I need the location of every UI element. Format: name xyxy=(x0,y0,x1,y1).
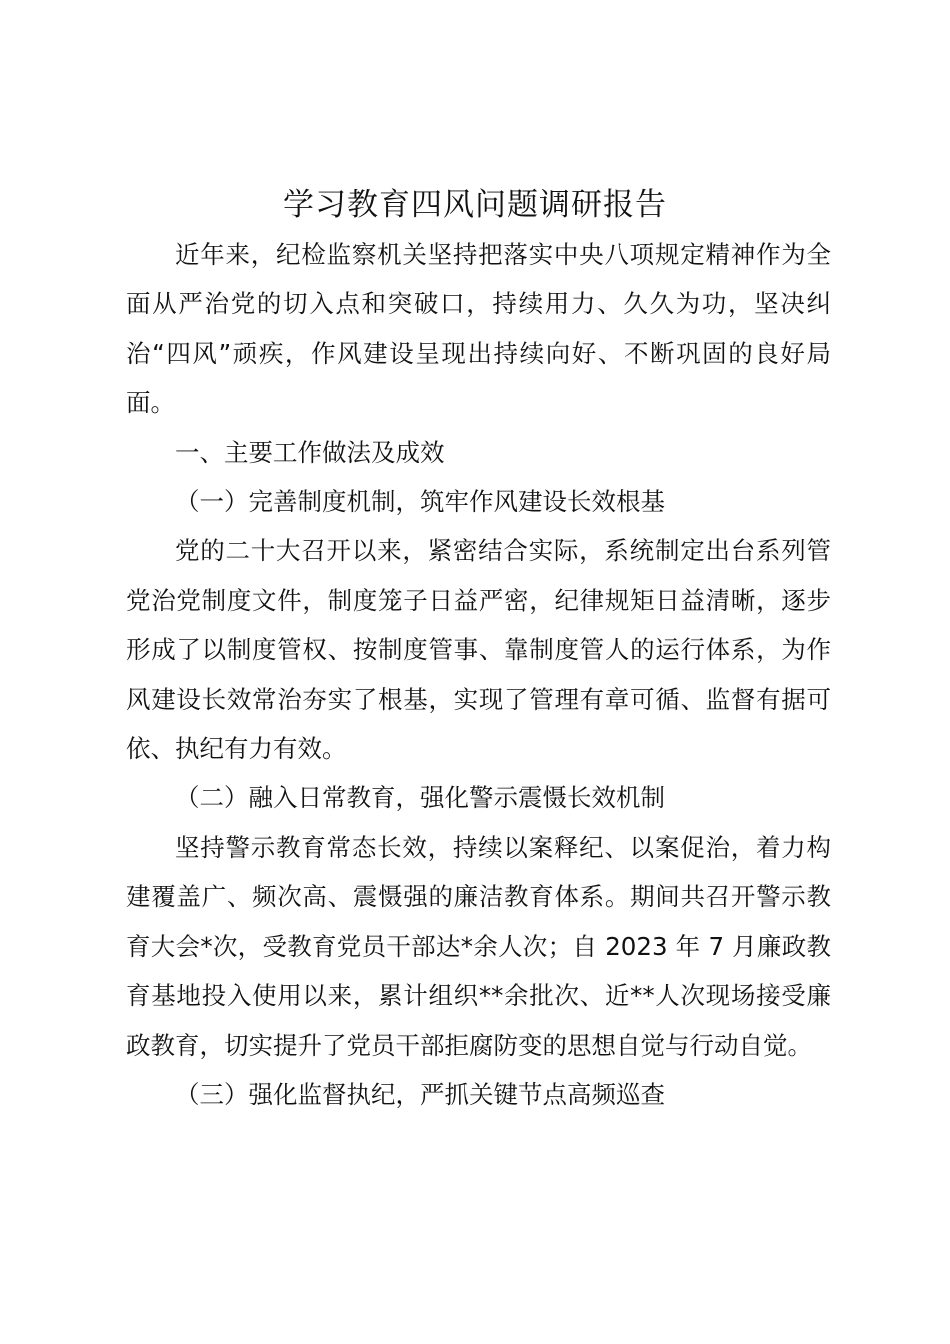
subsection-2-paragraph: 坚持警示教育常态长效，持续以案释纪、以案促治，着力构建覆盖广、频次高、震慑强的廉洁教育体系。期间共召开警示教育大会*次，受教育党员干部达*余人次；自 2023 年 7 月廉政教育基地投入使用以来，累计组织**余批次、近**人次现场接受廉政教育，切实提升了党员干部拒腐防变的思想自觉与行动自觉。 xyxy=(126,832,831,1060)
subsection-heading-3: （三）强化监督执纪，严抓关键节点高频巡查 xyxy=(175,1079,665,1109)
subsection-heading-2: （二）融入日常教育，强化警示震慑长效机制 xyxy=(175,783,665,813)
intro-paragraph: 近年来，纪检监察机关坚持把落实中央八项规定精神作为全面从严治党的切入点和突破口，持续用力、久久为功，坚决纠治“四风”顽疾，作风建设呈现出持续向好、不断巩固的良好局面。 xyxy=(126,240,831,418)
document-body xyxy=(126,230,831,1119)
section-heading-main-work: 一、主要工作做法及成效 xyxy=(175,437,445,467)
subsection-1-paragraph: 党的二十大召开以来，紧密结合实际，系统制定出台系列管党治党制度文件，制度笼子日益严密，纪律规矩日益清晰，逐步形成了以制度管权、按制度管事、靠制度管人的运行体系，为作风建设长效常治夯实了根基，实现了管理有章可循、监督有据可依、执纪有力有效。 xyxy=(126,536,831,764)
subsection-heading-1: （一）完善制度机制，筑牢作风建设长效根基 xyxy=(175,487,665,517)
document-title: 学习教育四风问题调研报告 xyxy=(283,187,667,223)
